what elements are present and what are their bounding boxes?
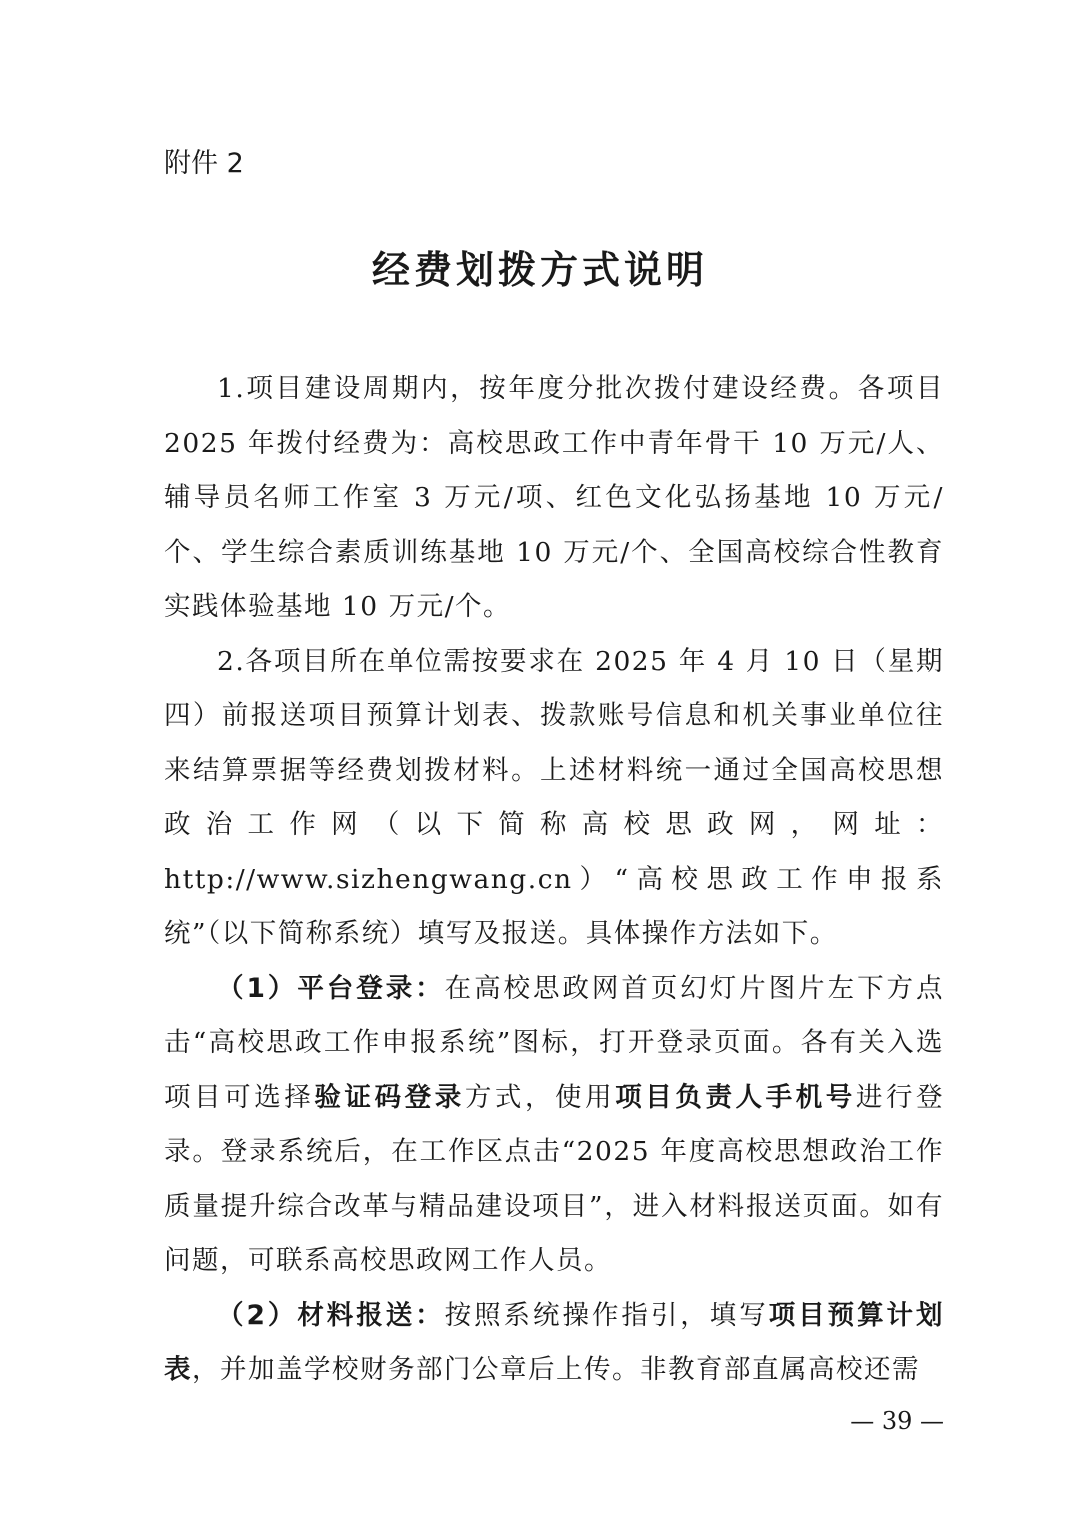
paragraph-3-text-2: 方式，使用 [464,1081,616,1113]
paragraph-3-heading: （1）平台登录： [217,972,445,1004]
document-body [164,362,944,1398]
paragraph-3-text-3: 进行登录。登录系统后，在工作区点击“2025 年度高校思想政治工作质量提升综合改革与精品建设项目”，进入材料报送页面。如有问题，可联系高校思政网工作人员。 [164,1081,945,1276]
paragraph-2: 2.各项目所在单位需按要求在 2025 年 4 月 10 日（星期四）前报送项目预算计划表、拨款账号信息和机关事业单位往来结算票据等经费划拨材料。上述材料统一通过全国高校思想政治工作网（以下简称高校思政网，网址：http://www.sizhengwang.cn）“高校思政工作申报系统”（以下简称系统）填写及报送。具体操作方法如下。 [164,645,944,949]
paragraph-4 [164,1289,944,1398]
paragraph-3-text-1: 在高校思政网首页幻灯片图片左下方点击“高校思政工作申报系统”图标，打开登录页面。各有关入选项目可选择 [164,972,944,1113]
paragraph-3 [164,962,944,1289]
attachment-label: 附件 2 [164,148,244,179]
paragraph-1: 1.项目建设周期内，按年度分批次拨付建设经费。各项目2025 年拨付经费为：高校思政工作中青年骨干 10 万元/人、辅导员名师工作室 3 万元/项、红色文化弘扬基地 10 万元/个、学生综合素质训练基地 10 万元/个、全国高校综合性教育实践体验基地 10 万元/个。 [164,373,944,622]
document-title: 经费划拨方式说明 [371,248,708,292]
paragraph-4-heading: （2）材料报送： [217,1299,445,1331]
paragraph-4-bold-1: 项目预算计划表 [164,1299,945,1385]
paragraph-3-bold-2: 项目负责人手机号 [615,1081,856,1113]
page-number: — 39 — [850,1407,944,1435]
paragraph-4-text-1: 按照系统操作指引，填写 [444,1299,769,1331]
paragraph-4-text-2: ，并加盖学校财务部门公章后上传。非教育部直属高校还需 [192,1354,920,1385]
paragraph-3-bold-1: 验证码登录 [314,1081,465,1113]
